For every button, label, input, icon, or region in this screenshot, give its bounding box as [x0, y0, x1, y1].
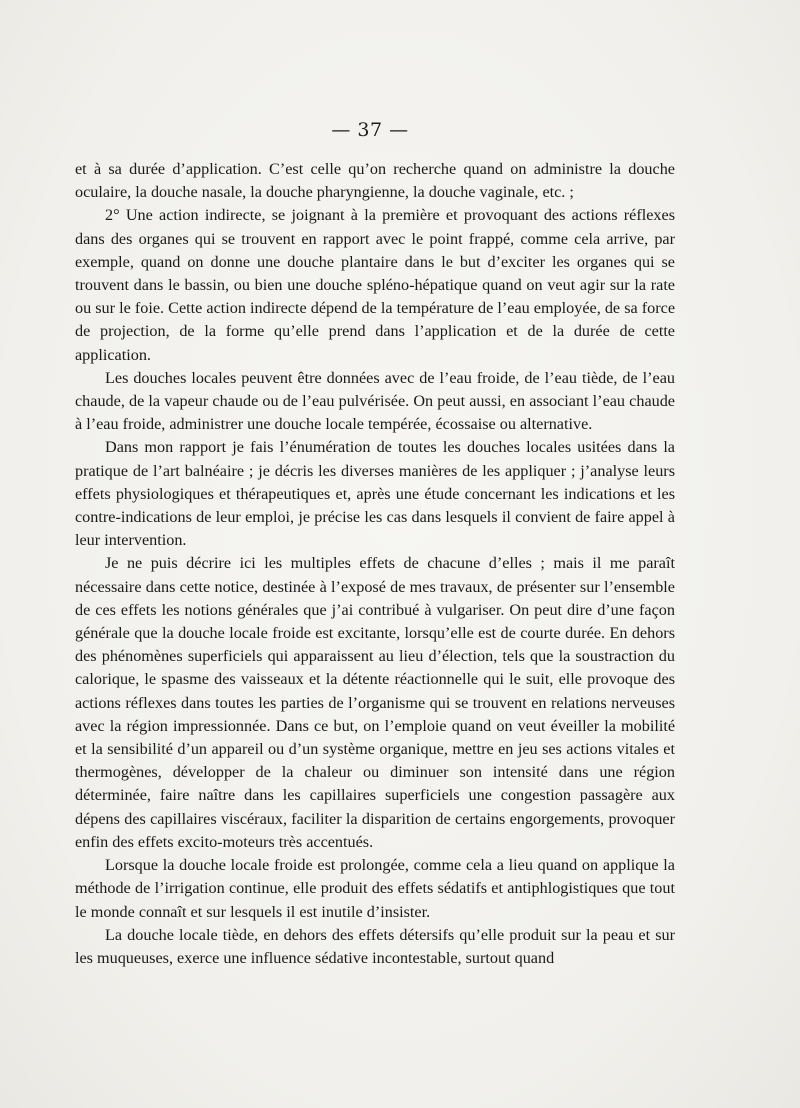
paragraph-cold-douche-effects: Je ne puis décrire ici les multiples effets de chacune d’elles ; mais il me paraît nécessaire dans cette notice, destinée à l’exposé de mes travaux, de présenter sur l’ensemble de ces effets les notions générales que j’ai contribué à vulgariser. On peut dire d’une façon générale que la douche locale froide est excitante, lorsqu’elle est de courte durée. En dehors des phénomènes superficiels qui apparaissent au lieu d’élection, tels que la soustraction du calorique, le spasme des vaisseaux et la détente réactionnelle qui le suit, elle provoque des actions réflexes dans toutes les parties de l’organisme qui se trouvent en relations nerveuses avec la région impressionnée. Dans ce but, on l’emploie quand on veut éveiller la mobilité et la sensibilité d’un appareil ou d’un système organique, mettre en jeu ses actions vitales et thermogènes, développer de la chaleur ou diminuer son intensité dans une région déterminée, faire naître dans les capillaires superficiels une congestion passagère aux dépens des capillaires viscéraux, faciliter la disparition de certains engorgements, provoquer enfin des effets excito-moteurs très accentués. — [75, 554, 675, 851]
paragraph-tepid-douche: La douche locale tiède, en dehors des effets détersifs qu’elle produit sur la peau et sur les muqueuses, exerce une influence sédative incontestable, surtout quand — [75, 925, 675, 967]
paragraph-report: Dans mon rapport je fais l’énumération de toutes les douches locales usitées dans la pratique de l’art balnéaire ; je décris les diverses manières de les appliquer ; j’analyse leurs effets physiologiques et thérapeutiques et, après une étude concernant les indications et les contre-indications de leur emploi, je précise les cas dans lesquels il convient de faire appel à leur intervention. — [75, 438, 675, 550]
paragraph-indirect-action: 2° Une action indirecte, se joignant à la première et provoquant des actions réflexes dans des organes qui se trouvent en rapport avec le point frappé, comme cela arrive, par exemple, quand on donne une douche plantaire dans le but d’exciter les organes qui se trouvent dans le bassin, ou bien une douche spléno-hépatique quand on veut agir sur la rate ou sur le foie. Cette action indirecte dépend de la température de l’eau employée, de sa force de projection, de la forme qu’elle prend dans l’application et de la durée de cette application. — [75, 206, 675, 364]
paragraph-prolonged-cold-douche: Lorsque la douche locale froide est prolongée, comme cela a lieu quand on applique la méthode de l’irrigation continue, elle produit des effets sédatifs et antiphlogistiques que tout le monde connaît et sur lesquels il est inutile d’insister. — [75, 856, 675, 921]
body-text — [75, 158, 675, 970]
paragraph-continuation: et à sa durée d’application. C’est celle qu’on recherche quand on administre la douche oculaire, la douche nasale, la douche pharyngienne, la douche vaginale, etc. ; — [75, 160, 675, 202]
page-number: — 37 — — [331, 119, 409, 141]
paragraph-local-douches: Les douches locales peuvent être données avec de l’eau froide, de l’eau tiède, de l’eau chaude, de la vapeur chaude ou de l’eau pulvérisée. On peut aussi, en associant l’eau chaude à l’eau froide, administrer une douche locale tempérée, écossaise ou alternative. — [75, 368, 675, 434]
